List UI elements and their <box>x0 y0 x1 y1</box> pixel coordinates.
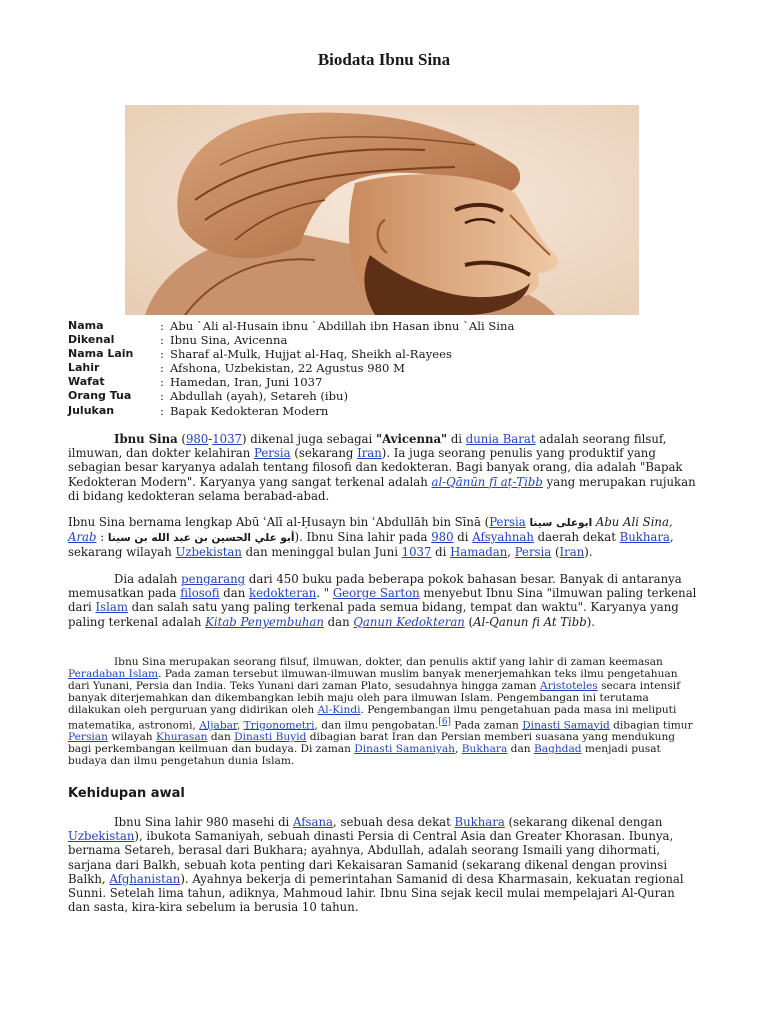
text: dan <box>507 742 534 755</box>
text: , sekarang wilayah <box>68 530 674 560</box>
text: Ibnu Sina merupakan seorang filsuf, ilmuwan, dokter, dan penulis aktif yang lahir di zaman keemasan <box>114 656 663 668</box>
biodata-colon: : <box>160 319 164 333</box>
text: Ibnu Sina bernama lengkap Abū ʿAlī al-Ḥusayn bin ʿAbdullāh bin Sīnā ( <box>68 515 490 529</box>
biodata-value: Bapak Kedokteran Modern <box>170 403 329 418</box>
paragraph-intro: Ibnu Sina (980-1037) dikenal juga sebagai "Avicenna" di dunia Barat adalah seorang filsuf, ilmuwan, dan dokter kelahiran Persia (sekarang Iran). Ia juga seorang penulis yang produktif yang sebagian besar karyanya adalah tentang filosofi dan kedokteran. Bagi banyak orang, dia adalah "Bapak Kedokteran Modern". Karyanya yang sangat terkenal adalah al-Qānūn fī aṭ-Ṭibb yang merupakan rujukan di bidang kedokteran selama berabad-abad. <box>68 432 696 503</box>
text: : <box>96 530 108 545</box>
biodata-value: Abdullah (ayah), Setareh (ibu) <box>170 389 348 404</box>
section-heading: Kehidupan awal <box>68 786 185 801</box>
biodata-row <box>68 375 514 389</box>
link-citation-6[interactable]: [6] <box>438 716 451 727</box>
text: di <box>431 545 451 560</box>
text: ( <box>551 545 560 560</box>
biodata-value: Abu `Ali al-Husain ibnu `Abdillah ibn Hasan ibnu `Ali Sina <box>170 319 515 333</box>
biodata-colon: : <box>160 347 164 362</box>
text: , sebuah desa dekat <box>333 815 455 829</box>
link-kedokteran[interactable]: kedokteran <box>249 586 317 601</box>
text: , <box>507 545 515 560</box>
biodata-label: Nama Lain <box>68 347 134 361</box>
paragraph-works <box>68 572 698 629</box>
link-afsana[interactable]: Afsana <box>293 815 334 829</box>
text: Dia adalah <box>114 572 182 586</box>
biodata-row <box>68 347 514 361</box>
link-iran[interactable]: Iran <box>559 545 585 560</box>
link-kitab-penyembuhan[interactable]: Kitab Penyembuhan <box>205 614 324 629</box>
biodata-label: Wafat <box>68 375 105 389</box>
link-trigonometri[interactable]: Trigonometri <box>243 719 315 732</box>
text: dan <box>219 586 250 601</box>
text: , <box>455 742 462 755</box>
link-persia[interactable]: Persia <box>254 446 291 461</box>
link-uzbekistan[interactable]: Uzbekistan <box>68 829 135 844</box>
biodata-row <box>68 333 514 347</box>
biodata-row <box>68 319 514 333</box>
biodata-colon: : <box>160 403 164 418</box>
link-afsyahnah[interactable]: Afsyahnah <box>472 530 534 545</box>
link-uzbekistan[interactable]: Uzbekistan <box>175 545 242 560</box>
biodata-label: Julukan <box>68 403 115 417</box>
link-bukhara[interactable]: Bukhara <box>461 742 508 755</box>
link-dunia-barat[interactable]: dunia Barat <box>465 432 536 446</box>
text: secara intensif banyak diterjemahkan dan dikembangkan lebih maju oleh para ilmuwan Islam. Pengembangan ini terutama dilakukan oleh perguruan yang didirikan oleh <box>68 679 681 716</box>
biodata-row <box>68 361 514 375</box>
link-aristoteles[interactable]: Aristoteles <box>539 679 598 692</box>
text: . " <box>316 586 333 601</box>
biodata-value: Hamedan, Iran, Juni 1037 <box>170 375 323 390</box>
text: ). Ayahnya bekerja di pemerintahan Samanid di desa Kharmasain, kekuatan regional Sunni. Setelah lima tahun, adiknya, Mahmoud lahir. Ibnu Sina sejak kecil mulai mempelajari Al-Quran dan sasta, kira-kira sebelum ia berusia 10 tahun. <box>68 871 684 915</box>
biodata-value: Afshona, Uzbekistan, 22 Agustus 980 M <box>170 361 405 376</box>
paragraph-early-life <box>68 815 698 914</box>
text: Ibnu Sina lahir 980 masehi di <box>114 815 293 829</box>
text: daerah dekat <box>533 530 620 545</box>
text: dan meninggal bulan Juni <box>241 545 402 560</box>
text: ) dikenal juga sebagai <box>241 432 376 446</box>
text: Abu Ali Sina, <box>592 515 673 529</box>
link-hamadan[interactable]: Hamadan <box>450 545 508 560</box>
link-dinasti-samaniyah[interactable]: Dinasti Samaniyah <box>354 742 456 755</box>
text: dan salah satu yang paling terkenal pada semua bidang, tempat dan waktu". Karyanya yang paling terkenal adalah <box>68 600 679 629</box>
link-al-qanun[interactable]: al-Qānūn fī aṭ-Ṭibb <box>431 474 543 489</box>
link-dinasti-samayid[interactable]: Dinasti Samayid <box>522 719 610 732</box>
page-title: Biodata Ibnu Sina <box>317 50 451 69</box>
link-george-sarton[interactable]: George Sarton <box>332 586 420 601</box>
link-persia[interactable]: Persia <box>514 545 552 560</box>
text: ( <box>464 614 474 629</box>
link-persian[interactable]: Persian <box>68 730 108 743</box>
biodata-colon: : <box>160 333 164 348</box>
link-1037[interactable]: 1037 <box>401 545 432 560</box>
text: dari 450 buku pada beberapa pokok bahasan besar. Banyak di antaranya memusatkan pada <box>68 572 682 601</box>
text: dan <box>207 730 235 743</box>
text: ). <box>586 614 596 629</box>
link-980[interactable]: 980 <box>431 530 454 545</box>
link-afghanistan[interactable]: Afghanistan <box>109 871 181 886</box>
link-iran[interactable]: Iran <box>357 446 382 461</box>
link-1037[interactable]: 1037 <box>212 432 242 446</box>
text: menjadi pusat budaya dan ilmu pengetahun dunia Islam. <box>68 742 661 767</box>
link-qanun-kedokteran[interactable]: Qanun Kedokteran <box>353 614 465 629</box>
link-bukhara[interactable]: Bukhara <box>454 815 505 829</box>
text: (sekarang <box>290 446 358 461</box>
text: , dan ilmu pengobatan. <box>314 719 439 732</box>
subject-name: Ibnu Sina <box>114 432 178 446</box>
portrait-image <box>125 105 639 315</box>
link-al-kindi[interactable]: Al-Kindi <box>317 703 361 716</box>
text: menyebut Ibnu Sina "ilmuwan paling terkenal dari <box>68 586 697 615</box>
biodata-row <box>68 404 514 418</box>
link-baghdad[interactable]: Baghdad <box>533 742 582 755</box>
biodata-row <box>68 389 514 403</box>
arabic-full-name: أبو علي الحسين بن عبد الله بن سينا <box>107 532 295 545</box>
text: dan <box>323 614 354 629</box>
link-khurasan[interactable]: Khurasan <box>155 730 208 743</box>
link-aljabar[interactable]: Aljabar <box>199 719 237 732</box>
text: di <box>453 530 473 545</box>
biodata-colon: : <box>160 389 164 404</box>
text: di <box>447 432 466 446</box>
biodata-label: Orang Tua <box>68 389 132 403</box>
link-filosofi[interactable]: filosofi <box>180 586 220 601</box>
text: Pada zaman <box>450 719 523 732</box>
paragraph-full-name <box>68 515 698 560</box>
text: - <box>208 432 213 446</box>
biodata-colon: : <box>160 375 164 390</box>
arabic-persian-name: ابوعلى سينا <box>529 517 593 529</box>
text: (sekarang dikenal dengan <box>504 815 663 829</box>
biodata-label: Nama <box>68 319 104 332</box>
text: ). Ia juga seorang penulis yang produktif yang sebagian besar karyanya adalah tentang filosofi dan kedokteran. Bagi banyak orang, dia adalah "Bapak Kedokteran Modern". Karyanya yang sangat terkenal adalah <box>68 446 683 489</box>
biodata-label: Dikenal <box>68 333 115 347</box>
text: wilayah <box>107 730 156 743</box>
link-980[interactable]: 980 <box>185 432 209 446</box>
link-dinasti-buyid[interactable]: Dinasti Buyid <box>234 730 307 743</box>
text: dibagian barat Iran dan Persian memberi suasana yang mendukung bagi perkembangan keilmuan dan budaya. Di zaman <box>68 730 676 755</box>
link-persia[interactable]: Persia <box>489 515 526 529</box>
text: adalah seorang filsuf, ilmuwan, dan dokter kelahiran <box>68 432 667 461</box>
text: yang merupakan rujukan di bidang kedokteran selama berabad-abad. <box>68 474 696 503</box>
text: ). <box>584 545 593 560</box>
text: ). Ibnu Sina lahir pada <box>294 530 432 545</box>
avicenna-label: "Avicenna" <box>375 432 448 446</box>
biodata-value: Ibnu Sina, Avicenna <box>170 333 288 348</box>
text: Al-Qanun fi At Tibb <box>473 614 587 629</box>
link-pengarang[interactable]: pengarang <box>181 572 246 586</box>
text: , <box>236 719 244 732</box>
biodata-value: Sharaf al-Mulk, Hujjat al-Haq, Sheikh al-Rayees <box>170 347 452 362</box>
text: dibagian timur <box>609 719 693 732</box>
text: . Pada zaman tersebut ilmuwan-ilmuwan muslim banyak menerjemahkan teks ilmu pengetahuan dari Yunani, Persia dan India. Teks Yunani dari zaman Plato, sesudahnya hingga zaman <box>68 667 678 692</box>
text: ), ibukota Samaniyah, sebuah dinasti Persia di Central Asia dan Greater Khorasan. Ibunya, bernama Setareh, berasal dari Bukhara; ayahnya, Abdullah, adalah seorang Ismaili yang dihormati, sarjana dari Balkh, sebuah kota penting dari Kekaisaran Samanid (sekarang dikenal dengan provinsi Balkh, <box>68 829 674 886</box>
biodata-label: Lahir <box>68 361 100 375</box>
link-islam[interactable]: Islam <box>95 600 128 615</box>
text: . Pengembangan ilmu pengetahuan pada masa ini meliputi matematika, astronomi, <box>68 703 677 732</box>
link-bukhara[interactable]: Bukhara <box>619 530 670 545</box>
paragraph-golden-age <box>68 657 698 768</box>
link-arab[interactable]: Arab <box>68 530 97 545</box>
link-peradaban-islam[interactable]: Peradaban Islam <box>68 667 159 680</box>
biodata-table <box>68 319 514 418</box>
biodata-colon: : <box>160 361 164 376</box>
